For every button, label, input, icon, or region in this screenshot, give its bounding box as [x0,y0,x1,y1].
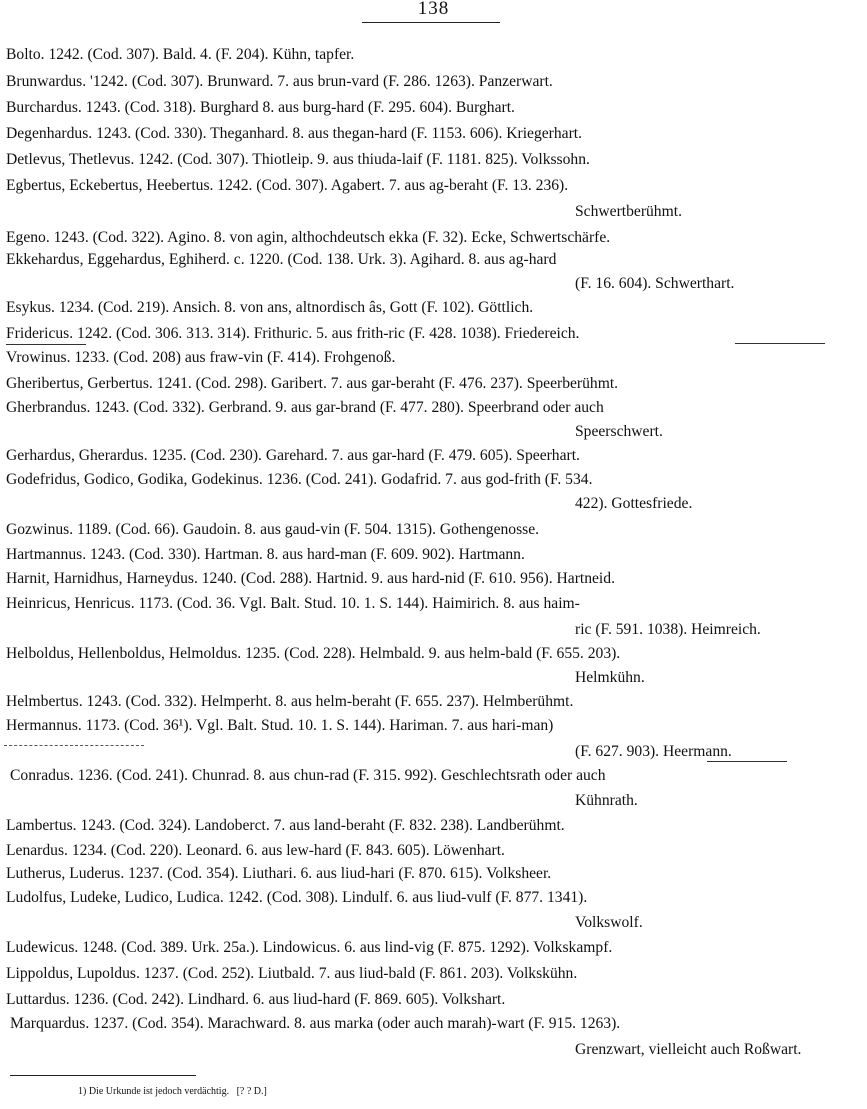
entry-line: Ludolfus, Ludeke, Ludico, Ludica. 1242. (Cod. 308). Lindulf. 6. aus liud-vulf (F. 877. 1341). [6,889,588,906]
entry-line: Conradus. 1236. (Cod. 241). Chunrad. 8. aus chun-rad (F. 315. 992). Geschlechtsrath oder auch [10,767,606,784]
entry-line: Luttardus. 1236. (Cod. 242). Lindhard. 6. aus liud-hard (F. 869. 605). Volkshart. [6,991,506,1008]
entry-line: Burchardus. 1243. (Cod. 318). Burghard 8. aus burg-hard (F. 295. 604). Burghart. [6,99,515,116]
entry-line: Volkswolf. [575,914,643,931]
entry-line: Harnit, Harnidhus, Harneydus. 1240. (Cod. 288). Hartnid. 9. aus hard-nid (F. 610. 956). Hartneid. [6,570,615,587]
entry-line: Esykus. 1234. (Cod. 219). Ansich. 8. von ans, altnordisch âs, Gott (F. 102). Göttlich. [6,299,534,316]
entry-line: Gerhardus, Gherardus. 1235. (Cod. 230). Garehard. 7. aus gar-hard (F. 479. 605). Speerhart. [6,447,580,464]
entry-line: Ekkehardus, Eggehardus, Eghiherd. c. 1220. (Cod. 138. Urk. 3). Agihard. 8. aus ag-hard [6,251,557,268]
entry-line: Lenardus. 1234. (Cod. 220). Leonard. 6. aus lew-hard (F. 843. 605). Löwenhart. [6,842,505,859]
entry-line: Gherbrandus. 1243. (Cod. 332). Gerbrand. 9. aus gar-brand (F. 477. 280). Speerbrand oder auch [6,399,604,416]
entry-line: Fridericus. 1242. (Cod. 306. 313. 314). Frithuric. 5. aus frith-ric (F. 428. 1038). Friedereich. [6,325,580,342]
entry-line: Hartmannus. 1243. (Cod. 330). Hartman. 8. aus hard-man (F. 609. 902). Hartmann. [6,546,525,563]
entry-line: Egbertus, Eckebertus, Heebertus. 1242. (Cod. 307). Agabert. 7. aus ag-beraht (F. 13. 236). [6,177,569,194]
entry-line: ric (F. 591. 1038). Heimreich. [575,621,761,638]
entry-line: Detlevus, Thetlevus. 1242. (Cod. 307). Thiotleip. 9. aus thiuda-laif (F. 1181. 825). Volkssohn. [6,151,590,168]
entry-line: Grenzwart, vielleicht auch Roßwart. [575,1041,802,1058]
entry-line: Helboldus, Hellenboldus, Helmoldus. 1235. (Cod. 228). Helmbald. 9. aus helm-bald (F. 655. 203). [6,645,621,662]
entry-line: Brunwardus. '1242. (Cod. 307). Brunward. 7. aus brun-vard (F. 286. 1263). Panzerwart. [6,73,553,90]
entry-line: Hermannus. 1173. (Cod. 36¹). Vgl. Balt. Stud. 10. 1. S. 144). Hariman. 7. aus hari-man) [6,717,554,734]
entry-line: Bolto. 1242. (Cod. 307). Bald. 4. (F. 204). Kühn, tapfer. [6,46,355,63]
entry-line: (F. 16. 604). Schwerthart. [575,275,735,292]
entry-line: Godefridus, Godico, Godika, Godekinus. 1236. (Cod. 241). Godafrid. 7. aus god-frith (F. 534. [6,471,593,488]
footnote: 1) Die Urkunde ist jedoch verdächtig. [? ? D.] [78,1086,267,1097]
pencil-underline [4,745,144,746]
entry-line: Egeno. 1243. (Cod. 322). Agino. 8. von agin, althochdeutsch ekka (F. 32). Ecke, Schwertschärfe. [6,229,611,246]
page-number-rule [362,22,500,23]
pencil-underline [6,344,86,345]
entry-line: Ludewicus. 1248. (Cod. 389. Urk. 25a.). Lindowicus. 6. aus lind-vig (F. 875. 1292). Volkskampf. [6,939,613,956]
footnote-rule [10,1075,196,1076]
entry-line: Lippoldus, Lupoldus. 1237. (Cod. 252). Liutbald. 7. aus liud-bald (F. 861. 203). Volkskühn. [6,965,578,982]
pencil-underline [735,343,825,344]
entry-line: Gheribertus, Gerbertus. 1241. (Cod. 298). Garibert. 7. aus gar-beraht (F. 476. 237). Speerberühmt. [6,375,619,392]
entry-line: Lutherus, Luderus. 1237. (Cod. 354). Liuthari. 6. aus liud-hari (F. 870. 615). Volksheer. [6,865,552,882]
entry-line: Heinricus, Henricus. 1173. (Cod. 36. Vgl. Balt. Stud. 10. 1. S. 144). Haimirich. 8. aus haim- [6,595,580,612]
entry-line: Lambertus. 1243. (Cod. 324). Landoberct. 7. aus land-beraht (F. 832. 238). Landberühmt. [6,817,565,834]
page-number: 138 [417,0,450,19]
entry-line: Marquardus. 1237. (Cod. 354). Marachward. 8. aus marka (oder auch marah)-wart (F. 915. 1263). [10,1015,621,1032]
entry-line: Degenhardus. 1243. (Cod. 330). Theganhard. 8. aus thegan-hard (F. 1153. 606). Kriegerhart. [6,125,583,142]
entry-line: Kühnrath. [575,792,638,809]
entry-line: Speerschwert. [575,423,663,440]
entry-line: Helmbertus. 1243. (Cod. 332). Helmperht. 8. aus helm-beraht (F. 655. 237). Helmberühmt. [6,693,574,710]
pencil-underline [707,761,787,762]
entry-line: 422). Gottesfriede. [575,495,693,512]
entry-line: Schwertberühmt. [575,203,682,220]
entry-line: (F. 627. 903). Heermann. [575,743,732,760]
entry-line: Vrowinus. 1233. (Cod. 208) aus fraw-vin (F. 414). Frohgenoß. [6,349,396,366]
entry-line: Gozwinus. 1189. (Cod. 66). Gaudoin. 8. aus gaud-vin (F. 504. 1315). Gothengenosse. [6,521,540,538]
entry-line: Helmkühn. [575,669,645,686]
